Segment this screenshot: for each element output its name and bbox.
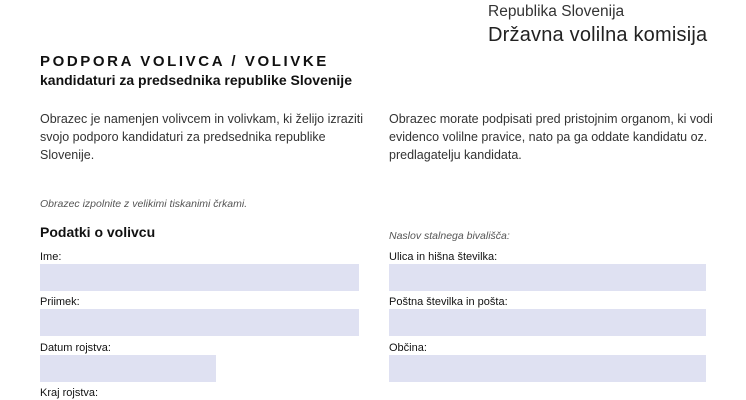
birth-place-label: Kraj rojstva: [40, 387, 99, 399]
intro-right: Obrazec morate podpisati pred pristojnim organom, ki vodi evidenco volilne pravice, nato pa ga oddate kandidatu oz. predlagatelju kandidata. [389, 112, 713, 162]
street-field[interactable] [389, 264, 706, 291]
form-subtitle: kandidaturi za predsednika republike Slovenije [40, 72, 352, 88]
birth-date-label: Datum rojstva: [40, 342, 111, 354]
intro-left: Obrazec je namenjen volivcem in volivkam, ki želijo izraziti svojo podporo kandidaturi za predsednika republike Slovenije. [40, 112, 364, 162]
first-name-field[interactable] [40, 264, 359, 291]
first-name-label: Ime: [40, 251, 62, 263]
municipality-field[interactable] [389, 355, 706, 382]
municipality-label: Občina: [389, 342, 427, 354]
voter-section-heading: Podatki o volivcu [40, 224, 156, 240]
header-commission: Državna volilna komisija [488, 24, 708, 46]
street-label: Ulica in hišna številka: [389, 251, 498, 263]
fill-instruction: Obrazec izpolnite z velikimi tiskanimi črkami. [40, 198, 248, 210]
form-title: PODPORA VOLIVCA / VOLIVKE [40, 53, 329, 70]
postal-field[interactable] [389, 309, 706, 336]
last-name-field[interactable] [40, 309, 359, 336]
address-note: Naslov stalnega bivališča: [389, 230, 510, 242]
postal-label: Poštna številka in pošta: [389, 296, 508, 308]
last-name-label: Priimek: [40, 296, 80, 308]
birth-date-field[interactable] [40, 355, 216, 382]
header-republic: Republika Slovenija [488, 3, 625, 20]
